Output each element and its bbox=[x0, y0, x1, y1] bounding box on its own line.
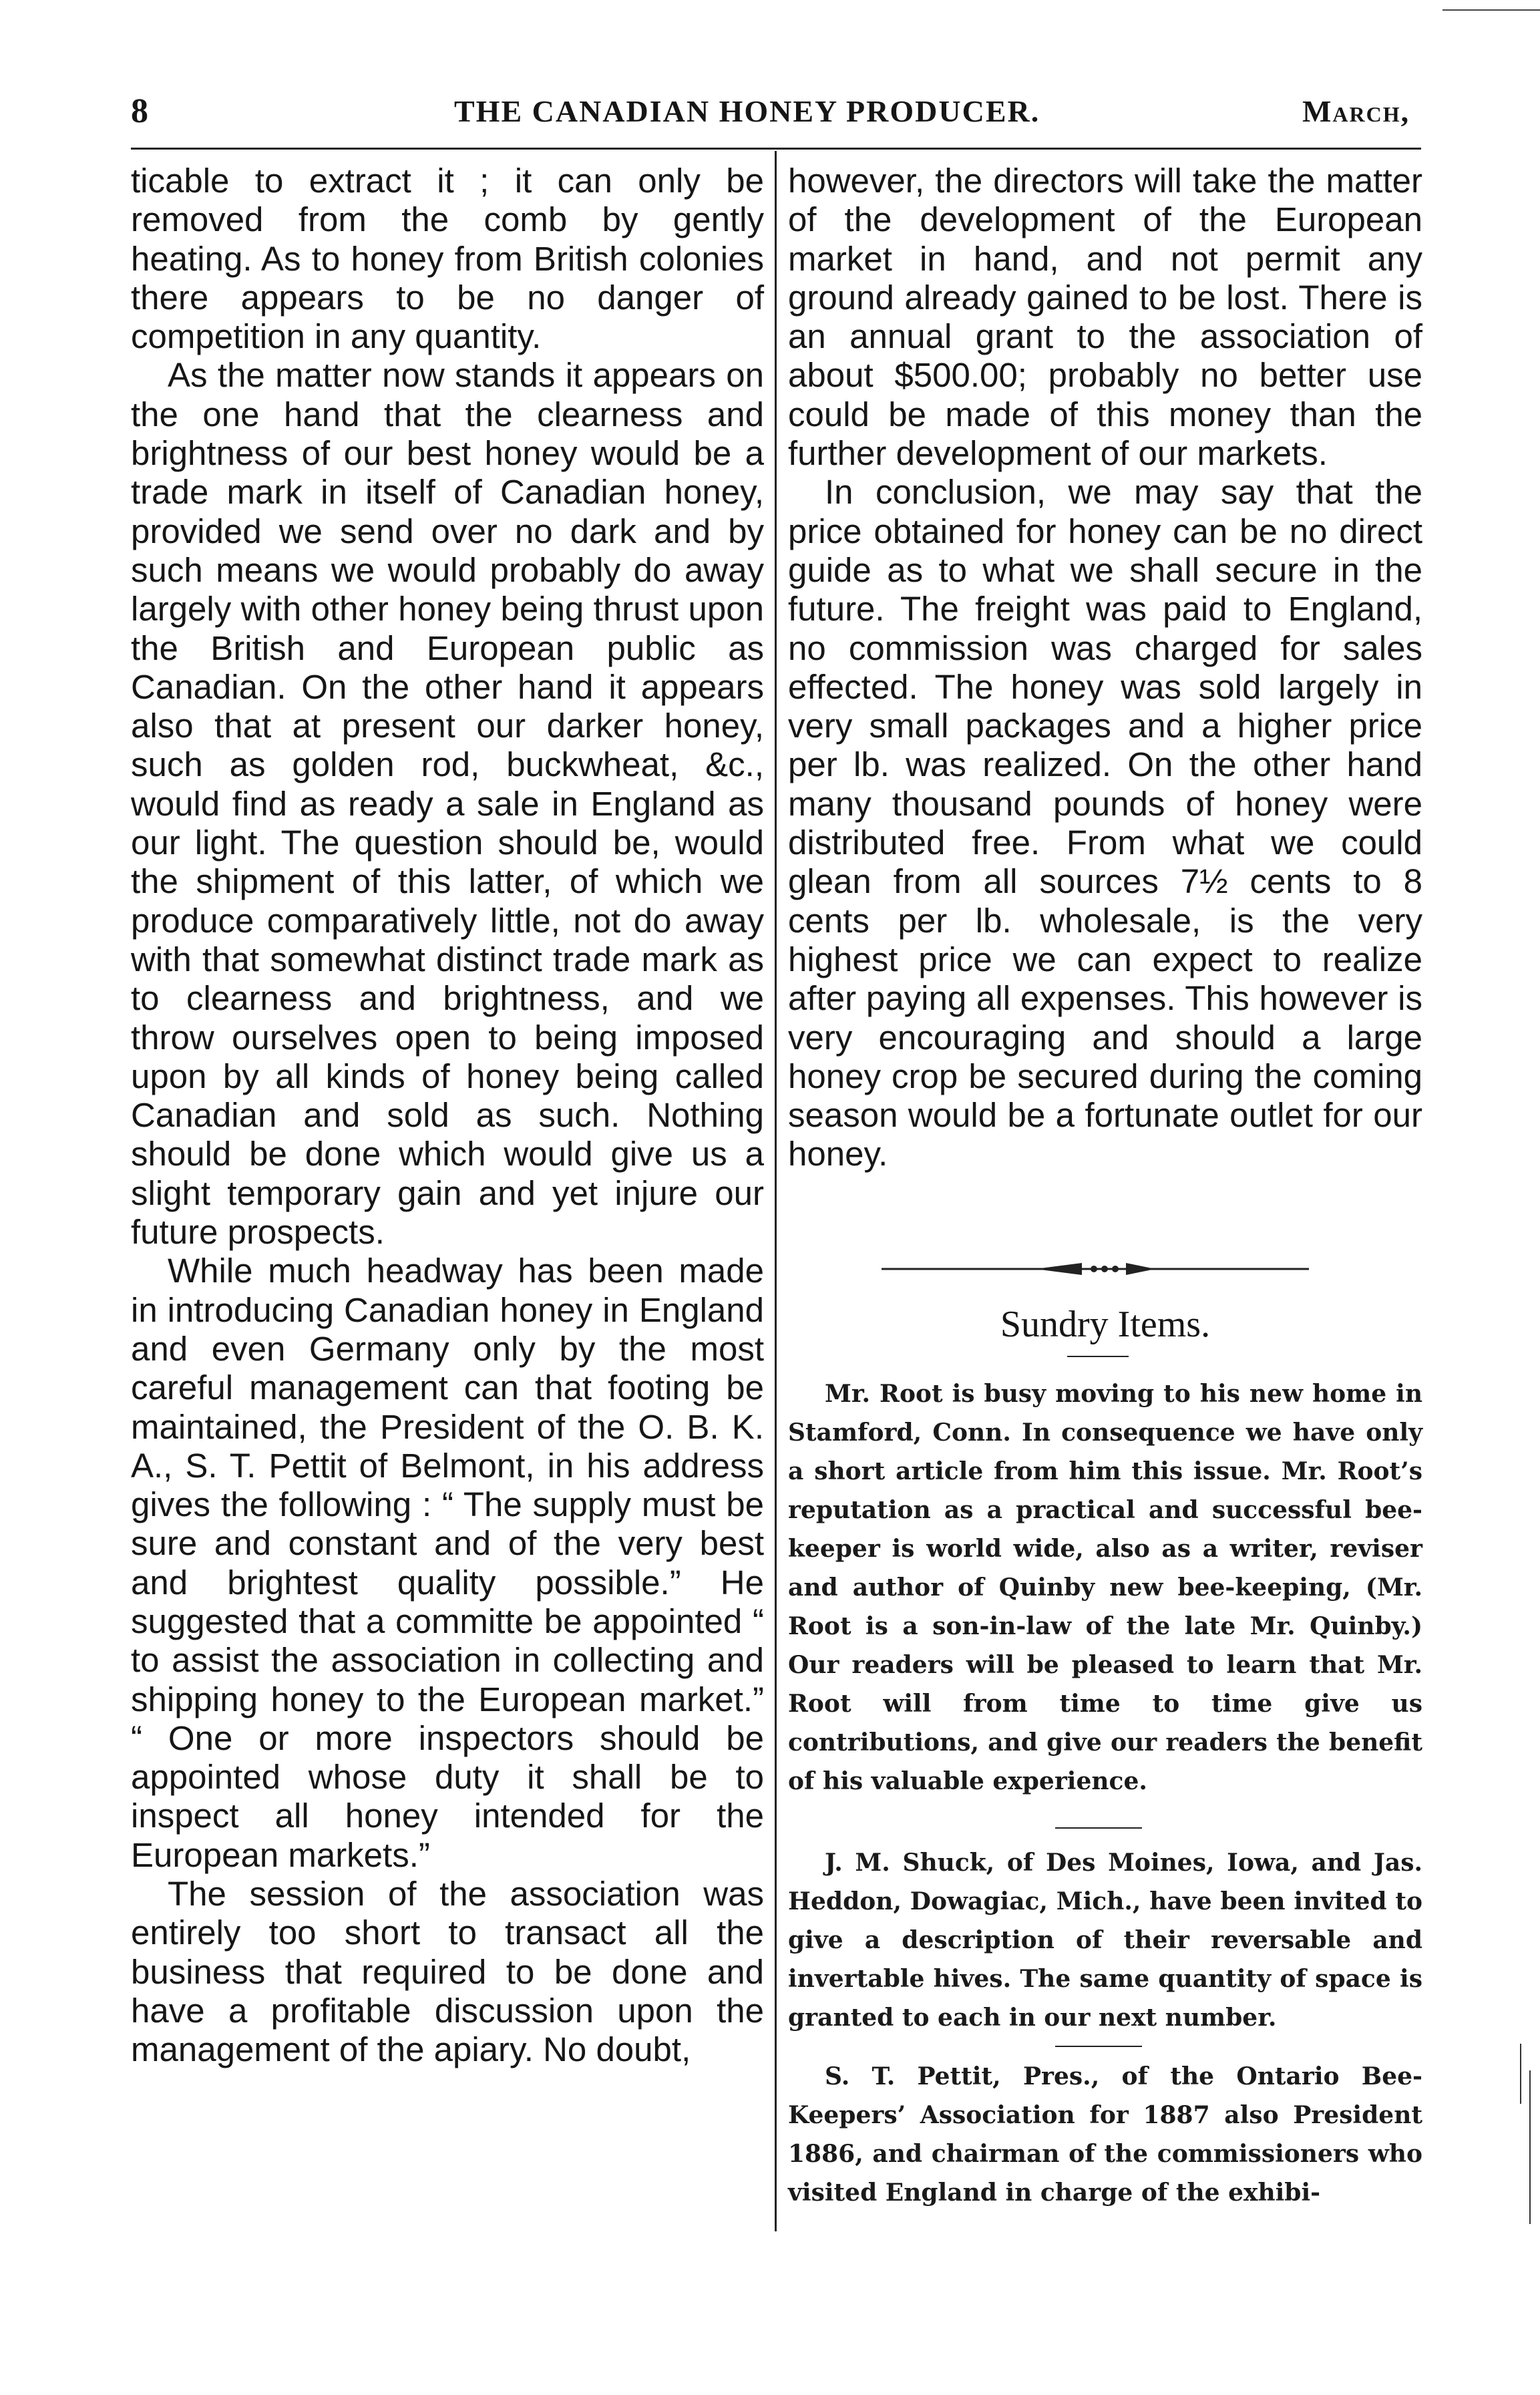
sundry-item-pettit: S. T. Pettit, Pres., of the Ontario Bee-Keepers’ Association for 1887 also President 1886, and chairman of the commissioners who visited England in charge of the exhibi- bbox=[788, 2062, 1422, 2207]
right-paragraph-1: however, the directors will take the matter of the development of the European market in hand, and not permit any ground already gained to be lost. There is an annual grant to the association of about $500.00; probably no better use could be made of this money than the further development of our markets. bbox=[788, 162, 1422, 473]
left-column bbox=[131, 162, 764, 2070]
margin-mark-1 bbox=[1520, 2044, 1521, 2104]
margin-mark-2 bbox=[1529, 2070, 1531, 2224]
right-column bbox=[788, 162, 1422, 1174]
column-divider bbox=[775, 151, 777, 2231]
right-paragraph-2: In conclusion, we may say that the price obtained for honey can be no direct guide as to what we shall secure in the future. The freight was paid to England, no commission was charged for sales effected. The honey was sold largely in very small packages and a higher price per lb. was realized. On the other hand many thousand pounds of honey were distributed free. From what we could glean from all sources 7½ cents to 8 cents per lb. wholesale, is the very highest price we can expect to realize after paying all expenses. This however is very encouraging and should a large honey crop be secured during the coming season would be a fortunate outlet for our honey. bbox=[788, 473, 1422, 1173]
corner-hairline bbox=[1442, 9, 1540, 11]
item-rule-2 bbox=[1055, 2046, 1142, 2047]
left-paragraph-3: While much headway has been made in introducing Canadian honey in England and even Germany only by the most careful management can that footing be maintained, the President of the O. B. K. A., S. T. Pettit of Belmont, in his address gives the following : “ The supply must be sure and constant and of the very best and brightest quality possible.” He suggested that a committe be appointed “ to assist the association in collecting and shipping honey to the European market.” “ One or more inspectors should be appointed whose duty it shall be to inspect all honey intended for the European markets.” bbox=[131, 1252, 764, 1874]
page-number: 8 bbox=[131, 92, 148, 130]
sundry-item-root: Mr. Root is busy moving to his new home in Stamford, Conn. In consequence we have only a short article from him this issue. Mr. Root’s reputation as a practical and successful bee-keeper is world wide, also as a writer, reviser and author of Quinby new bee-keeping, (Mr. Root is a son-in-law of the late Mr. Quinby.) Our readers will be pleased to learn that Mr. Root will from time to time give us contributions, and give our readers the benefit of his valuable experience. bbox=[788, 1380, 1422, 1795]
sundry-items-title: Sundry Items. bbox=[1000, 1304, 1211, 1345]
running-title: THE CANADIAN HONEY PRODUCER. bbox=[454, 94, 1040, 128]
left-paragraph-1: ticable to extract it ; it can only be removed from the comb by gently heating. As to honey from British colonies there appears to be no danger of competition in any quantity. bbox=[131, 162, 764, 356]
left-paragraph-4: The session of the association was entirely too short to transact all the business that required to be done and have a profitable discussion upon the management of the apiary. No doubt, bbox=[131, 1875, 764, 2069]
title-rule bbox=[1067, 1356, 1129, 1357]
section-divider-ornament bbox=[882, 1259, 1309, 1279]
sundry-item-shuck-heddon: J. M. Shuck, of Des Moines, Iowa, and Jas. Heddon, Dowagiac, Mich., have been invited to give a description of their reversable and invertable hives. The same quantity of space is granted to each in our next number. bbox=[788, 1849, 1422, 2032]
item-rule-1 bbox=[1055, 1827, 1142, 1829]
header-rule bbox=[131, 148, 1421, 150]
left-paragraph-2: As the matter now stands it appears on the one hand that the clearness and brightness of our best honey would be a trade mark in itself of Canadian honey, provided we send over no dark and by such means we would probably do away largely with other honey being thrust upon the British and European public as Canadian. On the other hand it appears also that at present our darker honey, such as golden rod, buckwheat, &c., would find as ready a sale in England as our light. The question should be, would the shipment of this latter, of which we produce comparatively little, not do away with that somewhat distinct trade mark as to clearness and brightness, and we throw ourselves open to being imposed upon by all kinds of honey being called Canadian and sold as such. Nothing should be done which would give us a slight temporary gain and yet injure our future prospects. bbox=[131, 356, 764, 1252]
issue-month: March, bbox=[1302, 94, 1410, 128]
